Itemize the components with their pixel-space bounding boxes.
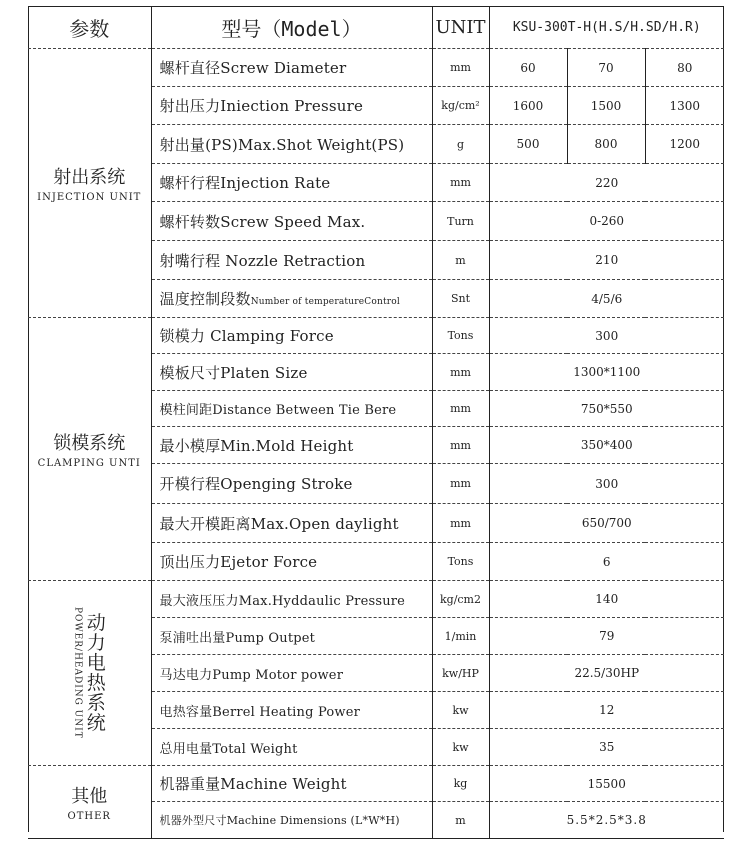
row-unit: mm [432, 391, 489, 427]
row-name: 最小模厚Min.Mold Height [151, 427, 432, 464]
row-value: 12 [489, 692, 724, 729]
row-name: 螺杆转数Screw Speed Max. [151, 202, 432, 241]
row-unit: mm [432, 504, 489, 543]
row-name: 电热容量Berrel Heating Power [151, 692, 432, 729]
row-value: 650/700 [489, 504, 724, 543]
row-unit: mm [432, 427, 489, 464]
row-value: 0-260 [489, 202, 724, 241]
row-value: 140 [489, 581, 724, 618]
row-name: 机器外型尺寸Machine Dimensions (L*W*H) [151, 802, 432, 839]
row-value: 6 [489, 543, 724, 581]
row-name: 顶出压力Ejetor Force [151, 543, 432, 581]
group-title: 其他 [71, 786, 108, 807]
row-name: 马达电力Pump Motor power [151, 655, 432, 692]
row-value: 1500 [567, 87, 645, 125]
row-name: 机器重量Machine Weight [151, 766, 432, 802]
group-title-char: 统 [86, 711, 106, 734]
row-value: 22.5/30HP [489, 655, 724, 692]
table-row [28, 49, 724, 87]
row-unit: Tons [432, 318, 489, 354]
group-injection [28, 49, 151, 318]
row-name: 模柱间距Distance Between Tie Bere [151, 391, 432, 427]
group-clamping [28, 318, 151, 581]
row-value: 1200 [645, 125, 724, 164]
row-value: 79 [489, 618, 724, 655]
row-name: 模板尺寸Platen Size [151, 354, 432, 391]
group-title: 射出系统 [53, 167, 126, 188]
row-value: 60 [489, 49, 567, 87]
group-other [28, 766, 151, 839]
row-unit: Tons [432, 543, 489, 581]
row-name: 螺杆行程Injection Rate [151, 164, 432, 202]
row-unit: m [432, 241, 489, 280]
row-value: 300 [489, 464, 724, 504]
row-value: 210 [489, 241, 724, 280]
model-value: KSU-300T-H(H.S/H.SD/H.R) [489, 7, 724, 49]
row-value: 750*550 [489, 391, 724, 427]
group-subtitle: POWER/HEADING UNIT [72, 607, 83, 739]
row-name: 射嘴行程 Nozzle Retraction [151, 241, 432, 280]
row-value: 1300 [645, 87, 724, 125]
spec-table [28, 6, 724, 839]
row-unit: mm [432, 354, 489, 391]
row-name: 最大开模距离Max.Open daylight [151, 504, 432, 543]
unit-header: UNIT [432, 7, 489, 49]
row-value: 800 [567, 125, 645, 164]
row-name: 最大液压压力Max.Hyddaulic Pressure [151, 581, 432, 618]
group-title-char: 力 [86, 631, 106, 654]
group-title-char: 热 [86, 671, 106, 694]
row-unit: Snt [432, 280, 489, 318]
table-row [28, 766, 724, 802]
row-value: 300 [489, 318, 724, 354]
row-value: 70 [567, 49, 645, 87]
row-unit: kg/cm2 [432, 581, 489, 618]
row-unit: mm [432, 464, 489, 504]
param-header: 参数 [28, 7, 151, 49]
row-unit: kg/cm² [432, 87, 489, 125]
group-title-char: 动 [86, 611, 106, 634]
row-name: 锁模力 Clamping Force [151, 318, 432, 354]
row-name: 射出压力Iniection Pressure [151, 87, 432, 125]
group-title-vertical [28, 607, 151, 739]
group-title [87, 613, 106, 733]
row-unit: Turn [432, 202, 489, 241]
row-value: 80 [645, 49, 724, 87]
row-name: 总用电量Total Weight [151, 729, 432, 766]
group-subtitle: OTHER [67, 811, 111, 822]
group-title-char: 系 [86, 691, 106, 714]
header-row [28, 7, 724, 49]
row-name: 螺杆直径Screw Diameter [151, 49, 432, 87]
row-value: 4/5/6 [489, 280, 724, 318]
row-value: 5.5*2.5*3.8 [489, 802, 724, 839]
row-name: 泵浦吐出量Pump Outpet [151, 618, 432, 655]
row-unit: kw [432, 692, 489, 729]
row-value: 220 [489, 164, 724, 202]
row-unit: g [432, 125, 489, 164]
row-name-en: Number of temperatureControl [250, 297, 400, 307]
row-unit: kg [432, 766, 489, 802]
row-unit: mm [432, 164, 489, 202]
row-value: 350*400 [489, 427, 724, 464]
row-unit: kw [432, 729, 489, 766]
row-unit: 1/min [432, 618, 489, 655]
row-name: 开模行程Openging Stroke [151, 464, 432, 504]
row-name: 射出量(PS)Max.Shot Weight(PS) [151, 125, 432, 164]
group-subtitle: CLAMPING UNTI [37, 458, 141, 469]
table-row [28, 581, 724, 618]
row-value: 1600 [489, 87, 567, 125]
row-name-zh: 温度控制段数 [159, 290, 251, 308]
row-value: 35 [489, 729, 724, 766]
row-value: 15500 [489, 766, 724, 802]
group-power [28, 581, 151, 766]
row-unit: m [432, 802, 489, 839]
table-row [28, 318, 724, 354]
row-value: 500 [489, 125, 567, 164]
row-unit: kw/HP [432, 655, 489, 692]
model-header: 型号（Model） [151, 7, 432, 49]
group-subtitle: INJECTION UNIT [37, 192, 142, 203]
group-title: 锁模系统 [53, 433, 126, 454]
row-name [151, 280, 432, 318]
row-value: 1300*1100 [489, 354, 724, 391]
group-title-char: 电 [86, 651, 106, 674]
row-unit: mm [432, 49, 489, 87]
